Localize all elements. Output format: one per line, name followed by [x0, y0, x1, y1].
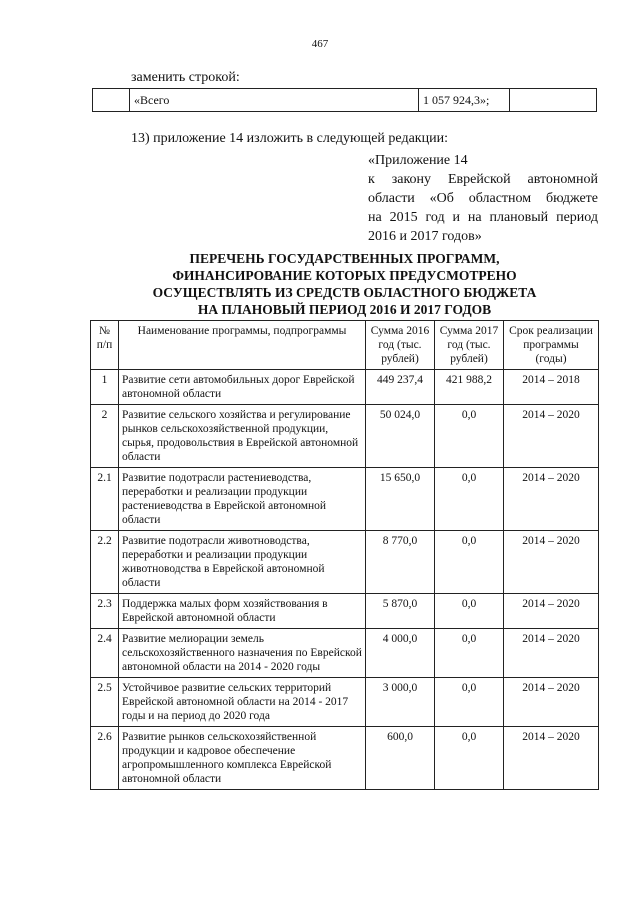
sum-2017: 0,0	[435, 727, 504, 790]
sum-2017: 0,0	[435, 405, 504, 468]
replace-line-text: заменить строкой:	[131, 70, 240, 85]
row-num: 2.2	[91, 531, 119, 594]
row-num: 1	[91, 370, 119, 405]
program-name: Развитие подотрасли животноводства, переработки и реализации продукции животноводства в Еврейской автономной области	[119, 531, 366, 594]
row-num: 2.1	[91, 468, 119, 531]
program-name: Развитие подотрасли растениеводства, переработки и реализации продукции растениеводства в Еврейской автономной области	[119, 468, 366, 531]
empty-cell	[510, 89, 597, 112]
appendix-header	[368, 151, 598, 246]
program-name: Устойчивое развитие сельских территорий Еврейской автономной области на 2014 - 2017 годы и на период до 2020 года	[119, 678, 366, 727]
row-num: 2.5	[91, 678, 119, 727]
sum-2017: 0,0	[435, 594, 504, 629]
appendix-line: на 2015 год и на плановый период	[368, 210, 598, 225]
table-row	[91, 531, 599, 594]
sum-2016: 4 000,0	[366, 629, 435, 678]
table-row	[91, 370, 599, 405]
total-label: «Всего	[130, 89, 419, 112]
table-row	[91, 468, 599, 531]
table-row	[91, 405, 599, 468]
program-name: Развитие рынков сельскохозяйственной продукции и кадровое обеспечение агропромышленного комплекса Еврейской автономной области	[119, 727, 366, 790]
header-period: Срок реализации программы (годы)	[504, 321, 599, 370]
row-num: 2.6	[91, 727, 119, 790]
sum-2016: 3 000,0	[366, 678, 435, 727]
row-num: 2.3	[91, 594, 119, 629]
period: 2014 – 2020	[504, 727, 599, 790]
sum-2017: 0,0	[435, 678, 504, 727]
appendix-line: 2016 и 2017 годов»	[368, 229, 482, 244]
header-sum-2017: Сумма 2017 год (тыс. рублей)	[435, 321, 504, 370]
document-title	[92, 250, 597, 318]
program-name: Развитие сети автомобильных дорог Еврейской автономной области	[119, 370, 366, 405]
sum-2017: 0,0	[435, 468, 504, 531]
total-value: 1 057 924,3»;	[419, 89, 510, 112]
page-number: 467	[311, 38, 329, 50]
table-row	[91, 678, 599, 727]
period: 2014 – 2020	[504, 405, 599, 468]
table-header-row	[91, 321, 599, 370]
period: 2014 – 2020	[504, 678, 599, 727]
sum-2016: 449 237,4	[366, 370, 435, 405]
appendix-line: области «Об областном бюджете	[368, 191, 598, 206]
appendix-line: «Приложение 14	[368, 153, 468, 168]
table-row	[93, 89, 597, 112]
header-sum-2016: Сумма 2016 год (тыс. рублей)	[366, 321, 435, 370]
period: 2014 – 2020	[504, 531, 599, 594]
header-num: № п/п	[91, 321, 119, 370]
period: 2014 – 2020	[504, 594, 599, 629]
program-name: Поддержка малых форм хозяйствования в Еврейской автономной области	[119, 594, 366, 629]
title-line: ПЕРЕЧЕНЬ ГОСУДАРСТВЕННЫХ ПРОГРАММ,	[189, 251, 500, 266]
title-line: ОСУЩЕСТВЛЯТЬ ИЗ СРЕДСТВ ОБЛАСТНОГО БЮДЖЕТА	[152, 285, 537, 300]
total-row-table	[92, 88, 597, 112]
sum-2017: 0,0	[435, 629, 504, 678]
sum-2016: 50 024,0	[366, 405, 435, 468]
sum-2016: 15 650,0	[366, 468, 435, 531]
appendix-line: к закону Еврейской автономной	[368, 172, 598, 187]
row-num: 2.4	[91, 629, 119, 678]
sum-2016: 600,0	[366, 727, 435, 790]
sum-2017: 421 988,2	[435, 370, 504, 405]
programs-table	[90, 320, 599, 790]
title-line: ФИНАНСИРОВАНИЕ КОТОРЫХ ПРЕДУСМОТРЕНО	[172, 268, 517, 283]
empty-cell	[93, 89, 130, 112]
period: 2014 – 2018	[504, 370, 599, 405]
table-row	[91, 594, 599, 629]
sum-2016: 8 770,0	[366, 531, 435, 594]
table-row	[91, 727, 599, 790]
period: 2014 – 2020	[504, 629, 599, 678]
header-name: Наименование программы, подпрограммы	[119, 321, 366, 370]
period: 2014 – 2020	[504, 468, 599, 531]
program-name: Развитие мелиорации земель сельскохозяйственного назначения по Еврейской автономной области на 2014 - 2020 годы	[119, 629, 366, 678]
table-row	[91, 629, 599, 678]
title-line: НА ПЛАНОВЫЙ ПЕРИОД 2016 И 2017 ГОДОВ	[197, 302, 492, 317]
row-num: 2	[91, 405, 119, 468]
sum-2017: 0,0	[435, 531, 504, 594]
program-name: Развитие сельского хозяйства и регулирование рынков сельскохозяйственной продукции, сырья, продовольствия в Еврейской автономной области	[119, 405, 366, 468]
sum-2016: 5 870,0	[366, 594, 435, 629]
item-13-text: 13) приложение 14 изложить в следующей редакции:	[131, 131, 448, 146]
